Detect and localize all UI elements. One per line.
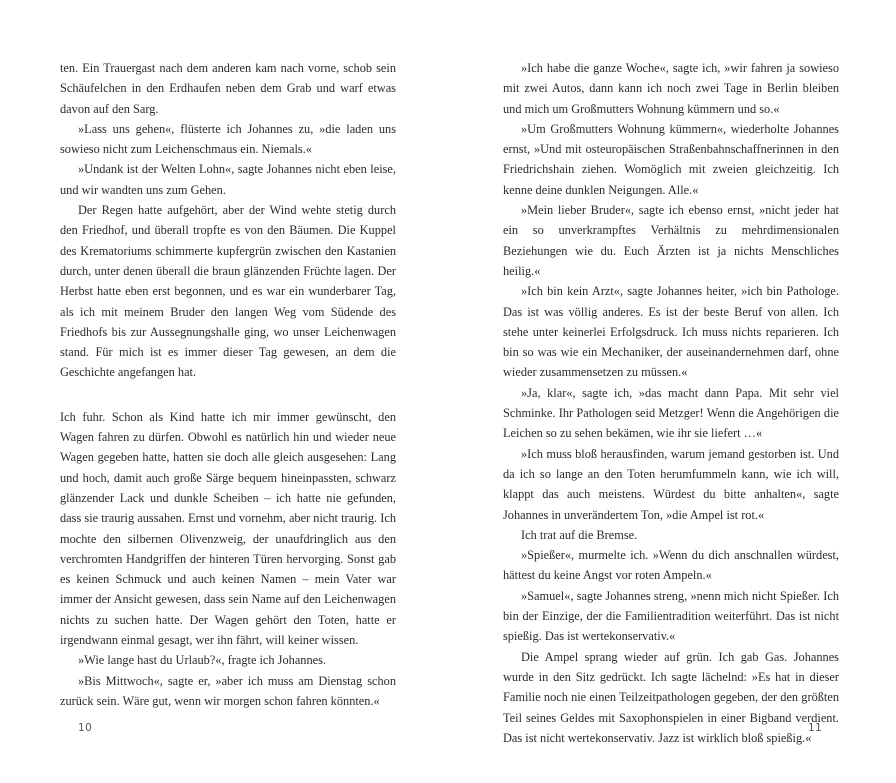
page-number-right: 11 xyxy=(808,722,823,734)
paragraph: »Lass uns gehen«, flüsterte ich Johannes zu, »die laden uns sowieso nicht zum Leichenschmaus ein. Niemals.« xyxy=(60,121,396,157)
paragraph: Der Regen hatte aufgehört, aber der Wind wehte stetig durch den Friedhof, und überall tropfte es von den Bäumen. Die Kuppel des Krematoriums schimmerte kupfergrün zwischen den Kastanien durch, unter denen überall die braun glänzenden Früchte lagen. Der Herbst hatte eben erst begonnen, und es war ein wunderbarer Tag, als ich mit meinem Bruder den langen Weg vom Südende des Friedhofs bis zur Aussegnungshalle ging, wo unser Leichenwagen stand. Für mich ist es immer dieser Tag gewesen, an dem die Geschichte angefangen hat. xyxy=(60,203,396,380)
section-break xyxy=(60,383,396,407)
right-page xyxy=(503,58,839,748)
paragraph: Die Ampel sprang wieder auf grün. Ich gab Gas. Johannes wurde in den Sitz gedrückt. Ich sagte lächelnd: »Es hat in dieser Familie noch nie einen Teilzeitpathologen gegeben, der den größten Teil seines Geldes mit Saxophonspielen in einer Bigband verdient. Das ist nicht wertekonservativ. Jazz ist wirklich bloß spießig.« xyxy=(503,649,839,745)
paragraph: »Spießer«, murmelte ich. »Wenn du dich anschnallen würdest, hättest du keine Angst vor roten Ampeln.« xyxy=(503,548,839,583)
paragraph: »Um Großmutters Wohnung kümmern«, wiederholte Johannes ernst, »Und mit osteuropäischen Straßenbahnschaffnerinnen in den Friedrichshain ziehen. Womöglich mit zweien gleichzeitig. Ich kenne deine dunklen Neigungen. Alle.« xyxy=(503,121,839,197)
paragraph: ten. Ein Trauergast nach dem anderen kam nach vorne, schob sein Schäufelchen in den Erdhaufen neben dem Grab und warf etwas davon auf den Sarg. xyxy=(60,61,396,116)
paragraph: »Bis Mittwoch«, sagte er, »aber ich muss am Dienstag schon zurück sein. Wäre gut, wenn wir morgen schon fahren könnten.« xyxy=(60,673,396,708)
paragraph: Ich fuhr. Schon als Kind hatte ich mir immer gewünscht, den Wagen fahren zu dürfen. Obwohl es natürlich hin und wieder neue Wagen gegeben hatte, hatten sie doch alle gleich ausgesehen: Lang und hoch, damit auch große Särge bequem hineinpassten, schwarz glänzender Lack und dunkle Scheiben – ich hatte nie gefunden, dass sie traurig aussahen. Ernst und vornehm, aber nicht traurig. Ich mochte den silbernen Olivenzweig, der unaufdringlich aus den verchromten Handgriffen der hinteren Türen hervorging. Sonst gab es keinen Schmuck und auch keinen Namen – mein Vater war immer der Ansicht gewesen, dass sein Name auf den Leichenwagen nichts zu suchen hatte. Der Wagen gehört den Toten, hatte er irgendwann einmal gesagt, wer ihn fährt, will keiner wissen. xyxy=(60,409,396,648)
paragraph: »Mein lieber Bruder«, sagte ich ebenso ernst, »nicht jeder hat ein so unverkrampftes Verhältnis zu mehrdimensionalen Beziehungen wie du. Euch Ärzten ist ja nichts Menschliches heilig.« xyxy=(503,203,839,278)
paragraph: »Ich bin kein Arzt«, sagte Johannes heiter, »ich bin Pathologe. Das ist was völlig anderes. Es ist der beste Beruf von allen. Ich stehe unter keinerlei Erfolgsdruck. Ich muss nichts reparieren. Ich bin so was wie ein Mechaniker, der auseinandernehmen darf, ohne wieder zusammensetzen zu müssen.« xyxy=(503,284,839,380)
paragraph: »Ja, klar«, sagte ich, »das macht dann Papa. Mit sehr viel Schminke. Ihr Pathologen seid Metzger! Wenn die Angehörigen die Leichen so zu sehen bekämen, wie ihr sie liefert …« xyxy=(503,385,839,441)
paragraph: Ich trat auf die Bremse. xyxy=(521,527,638,542)
paragraph: »Undank ist der Welten Lohn«, sagte Johannes nicht eben leise, und wir wandten uns zum Gehen. xyxy=(60,162,396,197)
left-page xyxy=(60,58,396,711)
paragraph: »Ich habe die ganze Woche«, sagte ich, »wir fahren ja sowieso mit zwei Autos, dann kann ich noch zwei Tage in Berlin bleiben und mich um Großmutters Wohnung kümmern und so.« xyxy=(503,61,839,116)
paragraph: »Samuel«, sagte Johannes streng, »nenn mich nicht Spießer. Ich bin der Einzige, der die Familientradition weiterführt. Das ist nicht spießig. Das ist wertekonservativ.« xyxy=(503,588,839,644)
page-number-left: 10 xyxy=(78,722,93,734)
paragraph: »Wie lange hast du Urlaub?«, fragte ich Johannes. xyxy=(78,653,327,668)
paragraph: »Ich muss bloß herausfinden, warum jemand gestorben ist. Und da ich so lange an den Toten herumfummeln kann, wie ich will, klappt das auch meistens. Würdest du bitte anhalten«, sagte Johannes in unverändertem Ton, »die Ampel ist rot.« xyxy=(503,446,839,522)
